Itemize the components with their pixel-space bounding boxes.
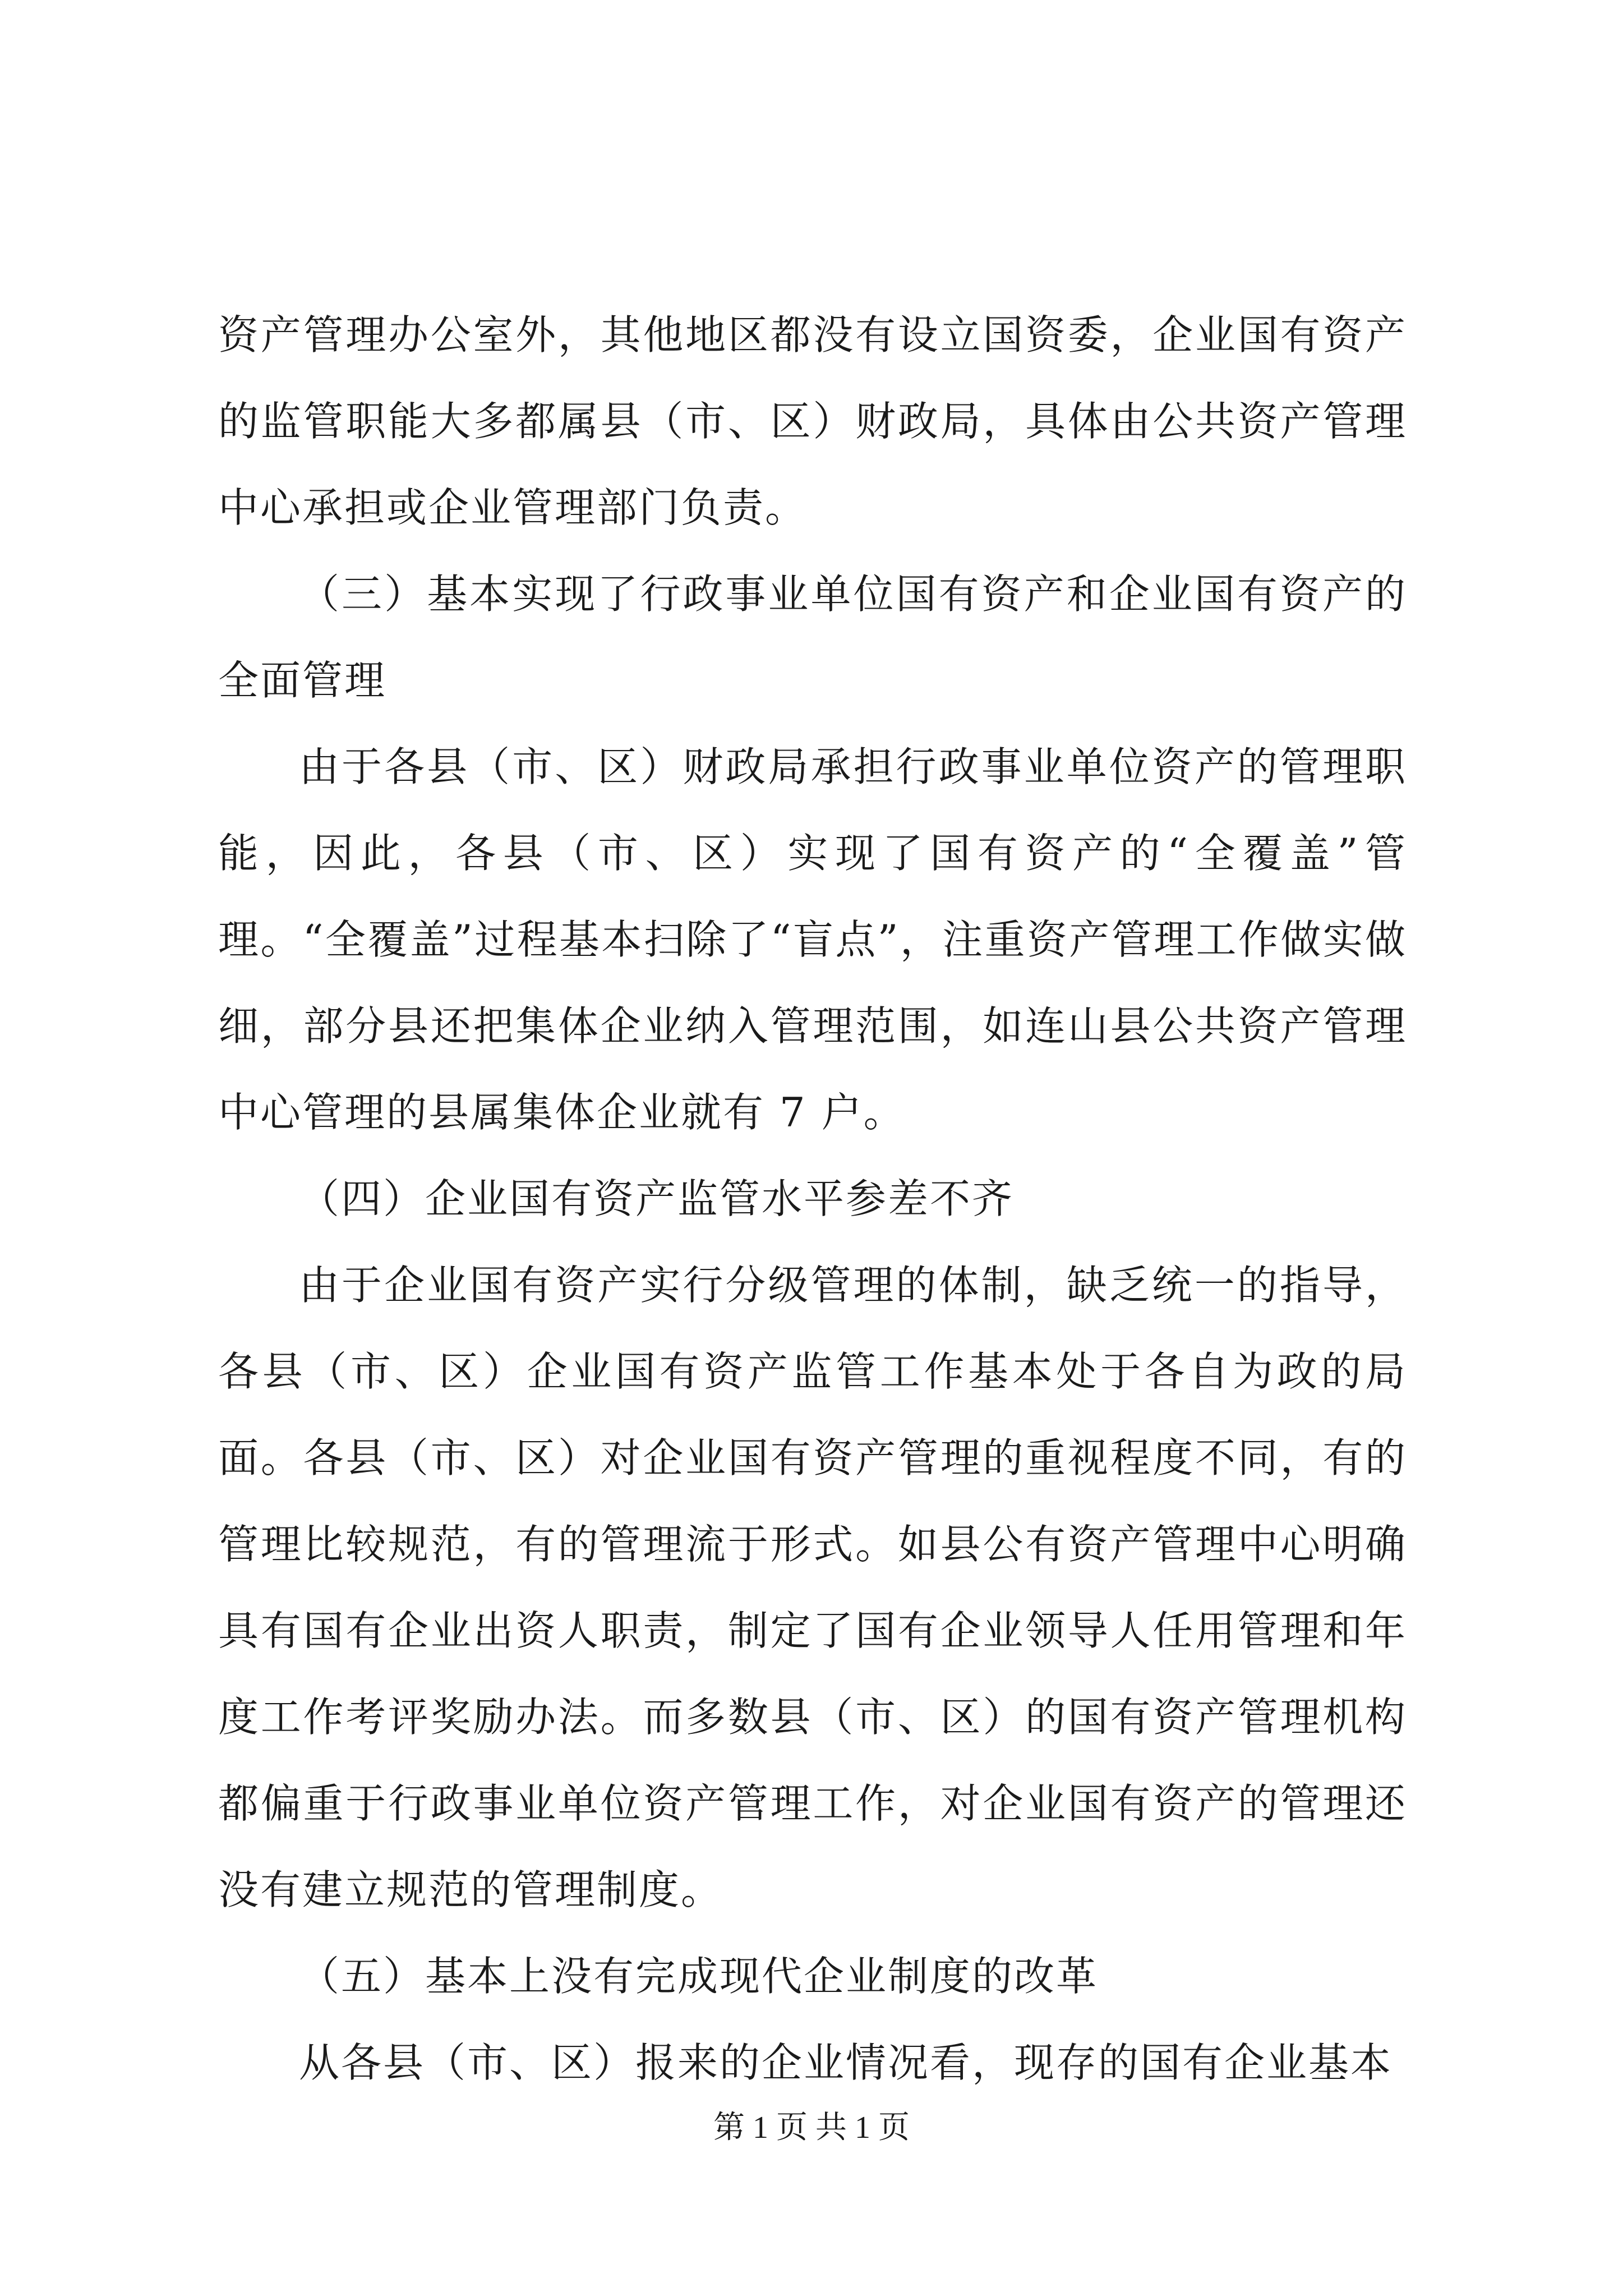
section-heading-3: （三）基本实现了行政事业单位国有资产和企业国有资产的全面管理 <box>218 570 1407 704</box>
paragraph-full-coverage: 由于各县（市、区）财政局承担行政事业单位资产的管理职能，因此，各县（市、区）实现了国有资产的“全覆盖”管理。“全覆盖”过程基本扫除了“盲点”，注重资产管理工作做实做细，部分县还把集体企业纳入管理范围，如连山县公共资产管理中心管理的县属集体企业就有 7 户。 <box>218 743 1407 1136</box>
document-body <box>218 292 1407 2106</box>
section-heading-5: （五）基本上没有完成现代企业制度的改革 <box>299 1953 1099 2000</box>
paragraph-continuation: 资产管理办公室外，其他地区都没有设立国资委，企业国有资产的监管职能大多都属县（市、区）财政局，具体由公共资产管理中心承担或企业管理部门负责。 <box>218 311 1407 531</box>
section-heading-4: （四）企业国有资产监管水平参差不齐 <box>299 1175 1015 1222</box>
page-number-footer: 第 1 页 共 1 页 <box>713 2110 910 2145</box>
paragraph-supervision-level: 由于企业国有资产实行分级管理的体制，缺乏统一的指导，各县（市、区）企业国有资产监管工作基本处于各自为政的局面。各县（市、区）对企业国有资产管理的重视程度不同，有的管理比较规范，有的管理流于形式。如县公有资产管理中心明确具有国有企业出资人职责，制定了国有企业领导人任用管理和年度工作考评奖励办法。而多数县（市、区）的国有资产管理机构都偏重于行政事业单位资产管理工作，对企业国有资产的管理还没有建立规范的管理制度。 <box>218 1262 1407 1913</box>
paragraph-enterprise-status: 从各县（市、区）报来的企业情况看，现存的国有企业基本 <box>299 2039 1393 2086</box>
